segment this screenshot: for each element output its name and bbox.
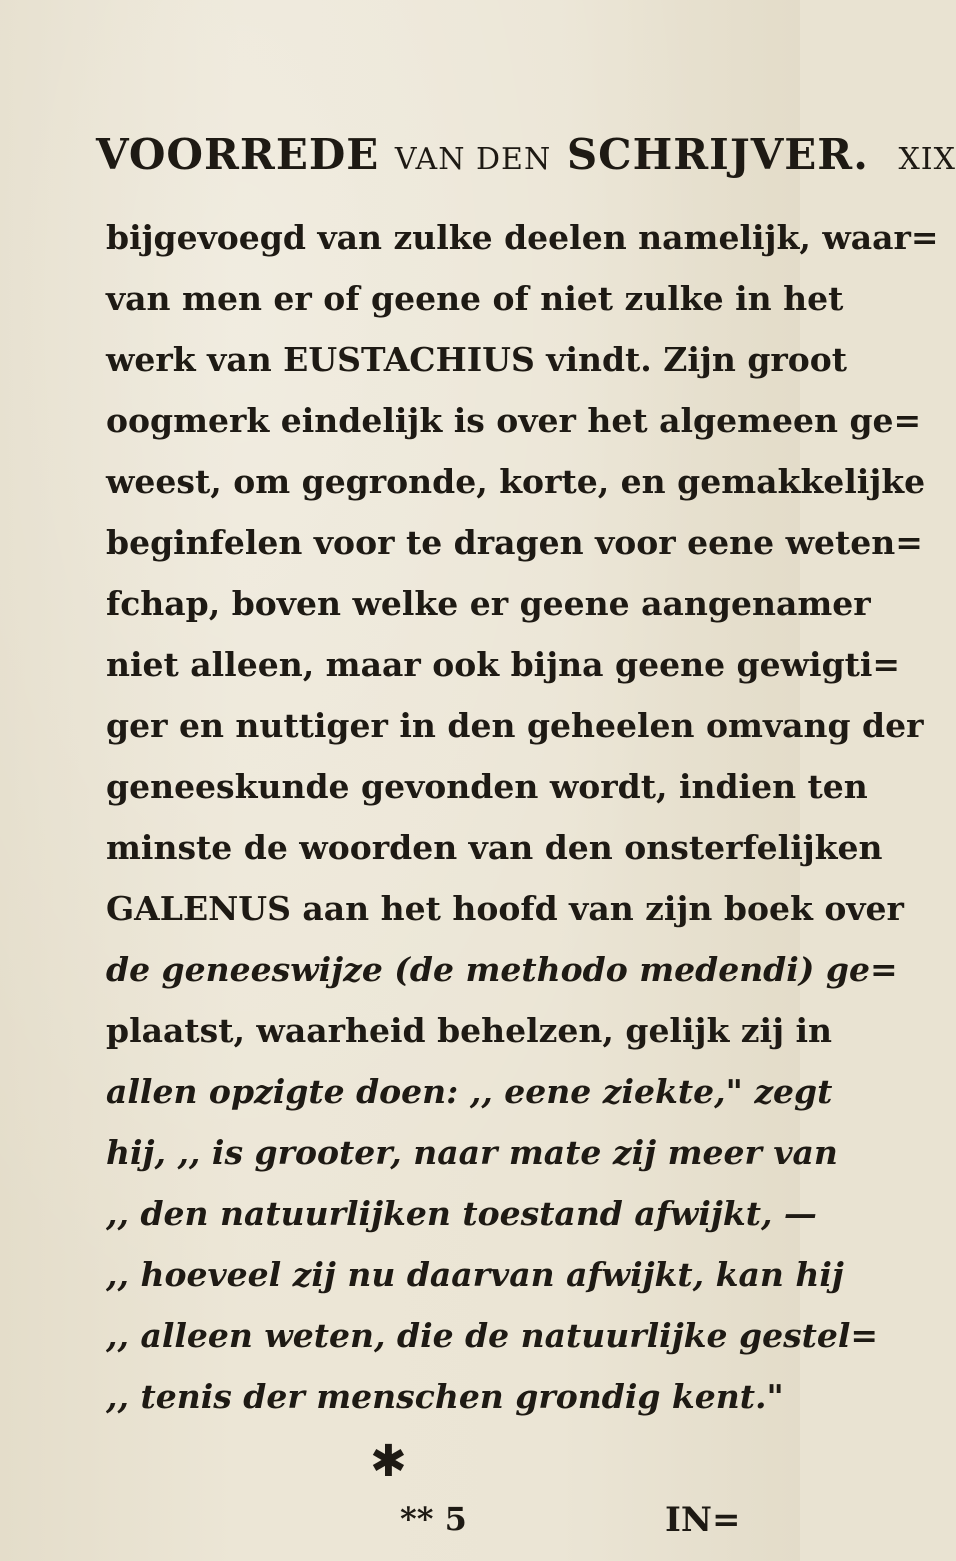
header-title: VOORREDE: [96, 130, 380, 179]
text-line: ger en nuttiger in den geheelen omvang der: [106, 706, 924, 745]
asterisk-ornament-icon: ✱: [370, 1436, 407, 1487]
text-line: ,, den natuurlijken toestand afwijkt, —: [106, 1194, 817, 1233]
text-line: beginfelen voor te dragen voor eene weten=: [106, 523, 923, 562]
text-line: ,, alleen weten, die de natuurlijke gestel=: [106, 1316, 879, 1355]
text-line: weest, om gegronde, korte, en gemakkelijke: [106, 462, 926, 501]
text-line: minste de woorden van den onsterfelijken: [106, 828, 883, 867]
text-line: allen opzigte doen: ,, eene ziekte," zegt: [106, 1072, 833, 1111]
catchword: IN=: [665, 1500, 741, 1540]
header-schrijver: SCHRIJVER.: [566, 130, 869, 179]
text-line: ,, hoeveel zij nu daarvan afwijkt, kan hij: [106, 1255, 844, 1294]
text-line: ,, tenis der menschen grondig kent.": [106, 1377, 784, 1416]
text-line: van men er of geene of niet zulke in het: [106, 279, 844, 318]
text-line: oogmerk eindelijk is over het algemeen ge=: [106, 401, 922, 440]
text-line: fchap, boven welke er geene aangenamer: [106, 584, 871, 623]
text-line: plaatst, waarheid behelzen, gelijk zij in: [106, 1011, 833, 1050]
text-line: bijgevoegd van zulke deelen namelijk, waar=: [106, 218, 939, 257]
text-line: niet alleen, maar ook bijna geene gewigti=: [106, 645, 901, 684]
text-line: de geneeswijze (de methodo medendi) ge=: [106, 950, 898, 989]
text-line: werk van EUSTACHIUS vindt. Zijn groot: [106, 340, 848, 379]
header-van-den: VAN DEN: [394, 142, 552, 177]
text-line: GALENUS aan het hoofd van zijn boek over: [106, 889, 904, 928]
printer-signature: ** 5: [400, 1500, 467, 1538]
page-number: XIX: [898, 142, 956, 177]
running-head: [96, 130, 956, 190]
text-line: geneeskunde gevonden wordt, indien ten: [106, 767, 868, 806]
text-line: hij, ,, is grooter, naar mate zij meer van: [106, 1133, 838, 1172]
